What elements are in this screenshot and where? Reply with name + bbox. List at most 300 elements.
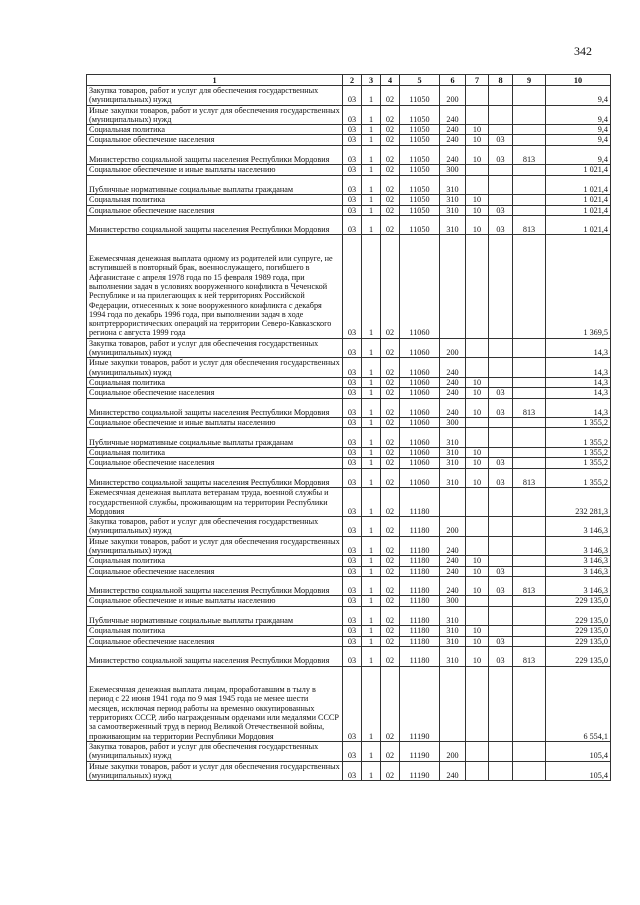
col-section: 1	[362, 536, 381, 556]
table-row	[87, 536, 611, 556]
col-subsection: 02	[381, 448, 400, 458]
row-amount: 229 135,0	[546, 606, 611, 626]
row-amount: 9,4	[546, 145, 611, 165]
col-section: 1	[362, 235, 381, 338]
table-row	[87, 576, 611, 596]
row-amount: 232 281,3	[546, 488, 611, 517]
col-chapter: 03	[343, 205, 362, 215]
col-section: 1	[362, 636, 381, 646]
col-expense-type: 310	[440, 468, 466, 488]
row-name: Социальное обеспечение населения	[87, 458, 343, 468]
col-chapter: 03	[343, 556, 362, 566]
col-department	[513, 448, 546, 458]
col-subsection: 02	[381, 646, 400, 666]
col-target-article: 11060	[400, 377, 440, 387]
col-section-code: 10	[466, 556, 489, 566]
col-subsection: 02	[381, 175, 400, 195]
col-target-article: 11180	[400, 566, 440, 576]
col-section-code	[466, 86, 489, 106]
row-name: Социальное обеспечение населения	[87, 566, 343, 576]
row-name: Ежемесячная денежная выплата одному из родителей или супруге, не вступившей в повторный брак, военнослужащего, погибшего в Афганистане с апреля 1978 года по 15 февраля 1989 года, при выполнении задач в условиях вооруженного конфликта в Чеченской Республике и на прилегающих к ней территориях Российской Федерации, отнесенных к зоне вооруженного конфликта с декабря 1994 года по декабрь 1996 года, при выполнении задач в ходе контртеррористических операций на территории Северо-Кавказского региона с августа 1999 года	[87, 235, 343, 338]
col-target-article: 11190	[400, 761, 440, 781]
col-subsection-code: 03	[489, 458, 513, 468]
col-section-code: 10	[466, 458, 489, 468]
col-department	[513, 377, 546, 387]
col-department: 813	[513, 468, 546, 488]
col-department	[513, 388, 546, 398]
row-name: Закупка товаров, работ и услуг для обеспечения государственных (муниципальных) нужд	[87, 517, 343, 537]
col-target-article: 11190	[400, 666, 440, 741]
col-expense-type: 240	[440, 377, 466, 387]
col-department	[513, 125, 546, 135]
col-expense-type: 300	[440, 418, 466, 428]
col-subsection-code: 03	[489, 205, 513, 215]
col-department	[513, 761, 546, 781]
col-section: 1	[362, 418, 381, 428]
column-header: 7	[466, 75, 489, 86]
row-amount: 3 146,3	[546, 566, 611, 576]
col-section: 1	[362, 145, 381, 165]
column-header: 3	[362, 75, 381, 86]
row-name: Закупка товаров, работ и услуг для обеспечения государственных (муниципальных) нужд	[87, 338, 343, 358]
row-amount: 1 369,5	[546, 235, 611, 338]
col-target-article: 11180	[400, 517, 440, 537]
table-row	[87, 626, 611, 636]
table-row	[87, 556, 611, 566]
column-header: 2	[343, 75, 362, 86]
row-amount: 6 554,1	[546, 666, 611, 741]
col-expense-type	[440, 488, 466, 517]
table-row	[87, 358, 611, 378]
col-target-article: 11180	[400, 606, 440, 626]
col-chapter: 03	[343, 135, 362, 145]
col-department	[513, 165, 546, 175]
page-number: 342	[574, 44, 592, 58]
column-header: 10	[546, 75, 611, 86]
row-amount: 1 355,2	[546, 458, 611, 468]
row-name: Министерство социальной защиты населения Республики Мордовия	[87, 145, 343, 165]
col-section: 1	[362, 125, 381, 135]
col-section-code	[466, 235, 489, 338]
table-row	[87, 517, 611, 537]
col-expense-type: 310	[440, 448, 466, 458]
col-section-code	[466, 761, 489, 781]
col-section-code	[466, 358, 489, 378]
row-name: Социальная политика	[87, 125, 343, 135]
col-chapter: 03	[343, 358, 362, 378]
col-section: 1	[362, 175, 381, 195]
column-header: 1	[87, 75, 343, 86]
col-expense-type: 310	[440, 205, 466, 215]
table-row	[87, 418, 611, 428]
col-target-article: 11050	[400, 175, 440, 195]
col-department	[513, 517, 546, 537]
col-subsection-code	[489, 338, 513, 358]
row-name: Социальная политика	[87, 556, 343, 566]
row-amount: 14,3	[546, 358, 611, 378]
col-target-article: 11050	[400, 135, 440, 145]
col-subsection-code: 03	[489, 215, 513, 235]
row-amount: 229 135,0	[546, 636, 611, 646]
row-amount: 229 135,0	[546, 596, 611, 606]
col-expense-type: 310	[440, 626, 466, 636]
col-department	[513, 596, 546, 606]
col-subsection-code	[489, 448, 513, 458]
table-row	[87, 666, 611, 741]
col-department	[513, 566, 546, 576]
row-name: Министерство социальной защиты населения Республики Мордовия	[87, 398, 343, 418]
col-section: 1	[362, 165, 381, 175]
col-subsection: 02	[381, 488, 400, 517]
col-chapter: 03	[343, 125, 362, 135]
col-section: 1	[362, 517, 381, 537]
row-amount: 1 021,4	[546, 215, 611, 235]
col-subsection: 02	[381, 636, 400, 646]
col-chapter: 03	[343, 626, 362, 636]
col-subsection-code	[489, 358, 513, 378]
col-section: 1	[362, 488, 381, 517]
col-section: 1	[362, 576, 381, 596]
row-amount: 9,4	[546, 86, 611, 106]
col-section: 1	[362, 468, 381, 488]
col-subsection-code	[489, 86, 513, 106]
row-amount: 1 021,4	[546, 165, 611, 175]
col-department	[513, 626, 546, 636]
col-department	[513, 458, 546, 468]
col-subsection: 02	[381, 105, 400, 125]
col-chapter: 03	[343, 338, 362, 358]
row-name: Закупка товаров, работ и услуг для обеспечения государственных (муниципальных) нужд	[87, 86, 343, 106]
col-chapter: 03	[343, 418, 362, 428]
col-section-code: 10	[466, 398, 489, 418]
col-subsection: 02	[381, 458, 400, 468]
col-section: 1	[362, 448, 381, 458]
col-target-article: 11180	[400, 646, 440, 666]
col-section: 1	[362, 646, 381, 666]
col-chapter: 03	[343, 606, 362, 626]
col-department	[513, 741, 546, 761]
col-chapter: 03	[343, 488, 362, 517]
row-amount: 9,4	[546, 125, 611, 135]
col-section-code: 10	[466, 388, 489, 398]
col-section-code	[466, 666, 489, 741]
col-section: 1	[362, 741, 381, 761]
col-chapter: 03	[343, 86, 362, 106]
col-section-code: 10	[466, 377, 489, 387]
col-subsection: 02	[381, 125, 400, 135]
row-amount: 14,3	[546, 377, 611, 387]
column-header: 6	[440, 75, 466, 86]
col-expense-type: 240	[440, 576, 466, 596]
col-chapter: 03	[343, 741, 362, 761]
col-subsection: 02	[381, 135, 400, 145]
col-section-code: 10	[466, 646, 489, 666]
table-row	[87, 105, 611, 125]
col-section: 1	[362, 377, 381, 387]
col-chapter: 03	[343, 666, 362, 741]
col-subsection-code	[489, 666, 513, 741]
col-chapter: 03	[343, 646, 362, 666]
table-body	[87, 86, 611, 781]
row-name: Социальное обеспечение населения	[87, 388, 343, 398]
col-section: 1	[362, 566, 381, 576]
col-subsection: 02	[381, 398, 400, 418]
col-subsection-code	[489, 626, 513, 636]
col-subsection: 02	[381, 761, 400, 781]
col-subsection: 02	[381, 358, 400, 378]
col-chapter: 03	[343, 235, 362, 338]
col-department	[513, 418, 546, 428]
row-name: Иные закупки товаров, работ и услуг для обеспечения государственных (муниципальных) нужд	[87, 761, 343, 781]
table-row	[87, 175, 611, 195]
table-row	[87, 761, 611, 781]
col-target-article: 11050	[400, 125, 440, 135]
col-department	[513, 175, 546, 195]
col-department	[513, 428, 546, 448]
col-department: 813	[513, 646, 546, 666]
table-row	[87, 468, 611, 488]
col-chapter: 03	[343, 105, 362, 125]
row-amount: 3 146,3	[546, 517, 611, 537]
row-name: Публичные нормативные социальные выплаты гражданам	[87, 175, 343, 195]
col-chapter: 03	[343, 596, 362, 606]
col-subsection: 02	[381, 235, 400, 338]
col-subsection-code: 03	[489, 646, 513, 666]
col-subsection: 02	[381, 556, 400, 566]
col-subsection-code: 03	[489, 566, 513, 576]
row-amount: 14,3	[546, 388, 611, 398]
row-name: Социальная политика	[87, 448, 343, 458]
col-target-article: 11060	[400, 428, 440, 448]
budget-table	[86, 74, 611, 781]
col-section-code: 10	[466, 135, 489, 145]
col-section-code	[466, 165, 489, 175]
col-section: 1	[362, 398, 381, 418]
col-expense-type: 310	[440, 458, 466, 468]
table-row	[87, 596, 611, 606]
row-amount: 14,3	[546, 398, 611, 418]
col-expense-type: 300	[440, 165, 466, 175]
row-amount: 1 355,2	[546, 448, 611, 458]
row-name: Социальное обеспечение населения	[87, 636, 343, 646]
row-name: Закупка товаров, работ и услуг для обеспечения государственных (муниципальных) нужд	[87, 741, 343, 761]
col-target-article: 11060	[400, 398, 440, 418]
col-chapter: 03	[343, 576, 362, 596]
col-section: 1	[362, 626, 381, 636]
col-expense-type: 200	[440, 741, 466, 761]
col-target-article: 11060	[400, 458, 440, 468]
col-subsection-code	[489, 418, 513, 428]
row-name: Министерство социальной защиты населения Республики Мордовия	[87, 646, 343, 666]
col-subsection: 02	[381, 338, 400, 358]
col-subsection: 02	[381, 536, 400, 556]
col-subsection-code: 03	[489, 398, 513, 418]
col-section: 1	[362, 458, 381, 468]
col-expense-type	[440, 666, 466, 741]
col-section-code: 10	[466, 566, 489, 576]
table-row	[87, 377, 611, 387]
row-amount: 1 355,2	[546, 418, 611, 428]
col-expense-type: 240	[440, 358, 466, 378]
row-amount: 1 021,4	[546, 205, 611, 215]
table-row	[87, 566, 611, 576]
col-target-article: 11190	[400, 741, 440, 761]
col-target-article: 11180	[400, 556, 440, 566]
col-chapter: 03	[343, 536, 362, 556]
col-chapter: 03	[343, 448, 362, 458]
table-row	[87, 646, 611, 666]
col-target-article: 11060	[400, 388, 440, 398]
col-expense-type: 310	[440, 215, 466, 235]
col-section: 1	[362, 606, 381, 626]
col-section: 1	[362, 358, 381, 378]
table-row	[87, 398, 611, 418]
col-section-code: 10	[466, 145, 489, 165]
col-subsection-code: 03	[489, 576, 513, 596]
col-chapter: 03	[343, 761, 362, 781]
col-expense-type: 240	[440, 556, 466, 566]
col-expense-type: 240	[440, 105, 466, 125]
col-section-code	[466, 338, 489, 358]
col-subsection-code	[489, 606, 513, 626]
row-name: Иные закупки товаров, работ и услуг для обеспечения государственных (муниципальных) нужд	[87, 105, 343, 125]
col-chapter: 03	[343, 468, 362, 488]
table-row	[87, 235, 611, 338]
row-amount: 9,4	[546, 105, 611, 125]
col-section-code	[466, 741, 489, 761]
col-expense-type	[440, 235, 466, 338]
col-section-code	[466, 517, 489, 537]
col-subsection: 02	[381, 418, 400, 428]
col-subsection-code: 03	[489, 468, 513, 488]
col-department	[513, 606, 546, 626]
col-chapter: 03	[343, 398, 362, 418]
col-section: 1	[362, 761, 381, 781]
col-subsection-code	[489, 428, 513, 448]
col-target-article: 11060	[400, 358, 440, 378]
col-department	[513, 105, 546, 125]
col-department	[513, 536, 546, 556]
row-name: Социальная политика	[87, 377, 343, 387]
col-subsection: 02	[381, 606, 400, 626]
col-section-code	[466, 606, 489, 626]
col-chapter: 03	[343, 428, 362, 448]
col-expense-type: 240	[440, 398, 466, 418]
col-expense-type: 310	[440, 606, 466, 626]
col-expense-type: 310	[440, 428, 466, 448]
col-section-code: 10	[466, 215, 489, 235]
col-chapter: 03	[343, 215, 362, 235]
col-expense-type: 240	[440, 135, 466, 145]
col-expense-type: 240	[440, 566, 466, 576]
col-subsection: 02	[381, 165, 400, 175]
row-name: Министерство социальной защиты населения Республики Мордовия	[87, 576, 343, 596]
row-name: Иные закупки товаров, работ и услуг для обеспечения государственных (муниципальных) нужд	[87, 358, 343, 378]
col-subsection-code	[489, 517, 513, 537]
col-subsection: 02	[381, 468, 400, 488]
col-expense-type: 300	[440, 596, 466, 606]
col-target-article: 11050	[400, 105, 440, 125]
row-name: Иные закупки товаров, работ и услуг для обеспечения государственных (муниципальных) нужд	[87, 536, 343, 556]
col-section-code	[466, 536, 489, 556]
col-chapter: 03	[343, 175, 362, 195]
col-subsection-code	[489, 596, 513, 606]
table-row	[87, 338, 611, 358]
col-subsection: 02	[381, 666, 400, 741]
row-name: Министерство социальной защиты населения Республики Мордовия	[87, 468, 343, 488]
column-header: 4	[381, 75, 400, 86]
col-section: 1	[362, 428, 381, 448]
col-expense-type: 310	[440, 646, 466, 666]
row-amount: 3 146,3	[546, 576, 611, 596]
col-subsection-code	[489, 175, 513, 195]
col-target-article: 11180	[400, 596, 440, 606]
col-expense-type: 200	[440, 86, 466, 106]
col-subsection: 02	[381, 86, 400, 106]
col-section: 1	[362, 666, 381, 741]
col-subsection-code	[489, 741, 513, 761]
col-subsection-code	[489, 761, 513, 781]
col-section: 1	[362, 205, 381, 215]
row-amount: 1 355,2	[546, 428, 611, 448]
col-subsection: 02	[381, 377, 400, 387]
table-row	[87, 135, 611, 145]
row-name: Публичные нормативные социальные выплаты гражданам	[87, 606, 343, 626]
col-section: 1	[362, 135, 381, 145]
header-row	[87, 75, 611, 86]
col-subsection-code	[489, 125, 513, 135]
col-chapter: 03	[343, 165, 362, 175]
row-name: Социальная политика	[87, 195, 343, 205]
col-subsection-code	[489, 556, 513, 566]
col-target-article: 11060	[400, 235, 440, 338]
col-section-code: 10	[466, 448, 489, 458]
table-row	[87, 488, 611, 517]
col-department: 813	[513, 145, 546, 165]
col-chapter: 03	[343, 458, 362, 468]
col-subsection-code: 03	[489, 636, 513, 646]
col-subsection-code	[489, 105, 513, 125]
row-amount: 105,4	[546, 741, 611, 761]
row-amount: 1 355,2	[546, 468, 611, 488]
col-subsection: 02	[381, 596, 400, 606]
col-department	[513, 556, 546, 566]
col-target-article: 11050	[400, 215, 440, 235]
col-subsection-code	[489, 488, 513, 517]
col-chapter: 03	[343, 388, 362, 398]
row-name: Социальное обеспечение населения	[87, 205, 343, 215]
col-department	[513, 195, 546, 205]
row-name: Социальное обеспечение населения	[87, 135, 343, 145]
col-chapter: 03	[343, 566, 362, 576]
table-row	[87, 636, 611, 646]
col-subsection: 02	[381, 517, 400, 537]
col-section: 1	[362, 86, 381, 106]
col-section: 1	[362, 105, 381, 125]
col-target-article: 11050	[400, 165, 440, 175]
col-subsection: 02	[381, 428, 400, 448]
col-subsection: 02	[381, 626, 400, 636]
column-header: 5	[400, 75, 440, 86]
col-section-code	[466, 105, 489, 125]
col-department: 813	[513, 576, 546, 596]
col-section: 1	[362, 215, 381, 235]
col-target-article: 11060	[400, 418, 440, 428]
row-amount: 14,3	[546, 338, 611, 358]
col-target-article: 11180	[400, 636, 440, 646]
col-section: 1	[362, 388, 381, 398]
table-row	[87, 86, 611, 106]
